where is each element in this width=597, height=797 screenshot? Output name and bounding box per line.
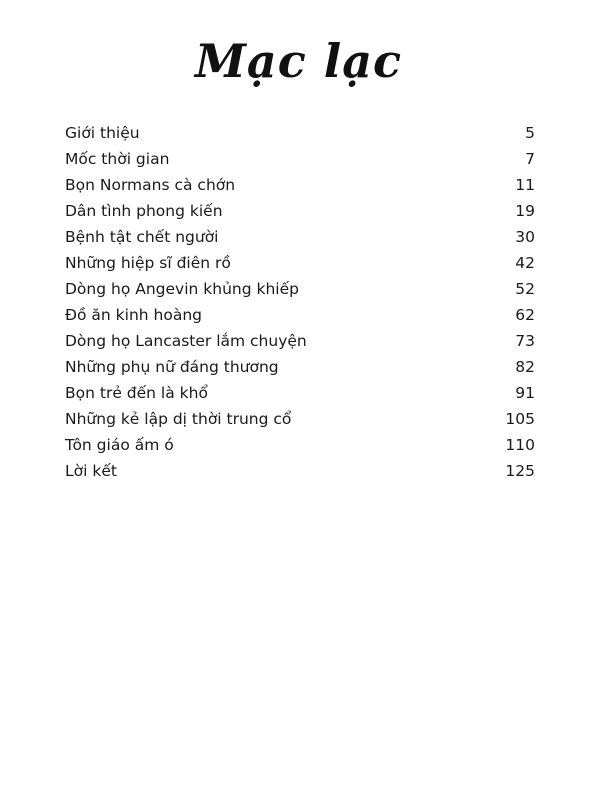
toc-entry xyxy=(65,332,535,358)
toc-entry-page-number: 52 xyxy=(515,280,535,298)
toc-entry-page-number: 73 xyxy=(515,332,535,350)
toc-entry-title: Đồ ăn kinh hoàng xyxy=(65,306,202,324)
toc-entry-page-number: 91 xyxy=(515,384,535,402)
toc-entry xyxy=(65,358,535,384)
toc-entry-page-number: 125 xyxy=(505,462,535,480)
toc-entry xyxy=(65,254,535,280)
toc-entry-title: Những kẻ lập dị thời trung cổ xyxy=(65,410,292,428)
toc-entry-title: Dòng họ Angevin khủng khiếp xyxy=(65,280,299,298)
toc-entry xyxy=(65,462,535,488)
toc-entry xyxy=(65,176,535,202)
toc-entry-title: Những hiệp sĩ điên rồ xyxy=(65,254,231,272)
toc-entry-page-number: 62 xyxy=(515,306,535,324)
toc-entry-page-number: 105 xyxy=(505,410,535,428)
toc-entry-page-number: 42 xyxy=(515,254,535,272)
toc-entry-page-number: 19 xyxy=(515,202,535,220)
toc-entry xyxy=(65,410,535,436)
toc-entry xyxy=(65,384,535,410)
toc-list xyxy=(65,124,535,488)
toc-entry-title: Những phụ nữ đáng thương xyxy=(65,358,279,376)
toc-entry-page-number: 7 xyxy=(525,150,535,168)
page-title: Mạc lạc xyxy=(194,34,403,88)
toc-entry-title: Tôn giáo ấm ó xyxy=(65,436,174,454)
toc-entry-title: Bọn trẻ đến là khổ xyxy=(65,384,208,402)
toc-entry-page-number: 5 xyxy=(525,124,535,142)
toc-entry-title: Mốc thời gian xyxy=(65,150,170,168)
toc-entry xyxy=(65,436,535,462)
toc-entry-title: Lời kết xyxy=(65,462,117,480)
toc-entry-title: Giới thiệu xyxy=(65,124,140,142)
toc-entry-page-number: 110 xyxy=(505,436,535,454)
toc-entry-page-number: 30 xyxy=(515,228,535,246)
toc-entry xyxy=(65,228,535,254)
toc-entry-title: Bệnh tật chết người xyxy=(65,228,219,246)
toc-entry xyxy=(65,150,535,176)
toc-entry-title: Dòng họ Lancaster lắm chuyện xyxy=(65,332,307,350)
toc-entry xyxy=(65,280,535,306)
toc-entry xyxy=(65,306,535,332)
toc-entry-page-number: 82 xyxy=(515,358,535,376)
toc-entry-title: Bọn Normans cà chớn xyxy=(65,176,236,194)
toc-entry-title: Dân tình phong kiến xyxy=(65,202,223,220)
toc-entry xyxy=(65,202,535,228)
toc-entry xyxy=(65,124,535,150)
toc-entry-page-number: 11 xyxy=(515,176,535,194)
